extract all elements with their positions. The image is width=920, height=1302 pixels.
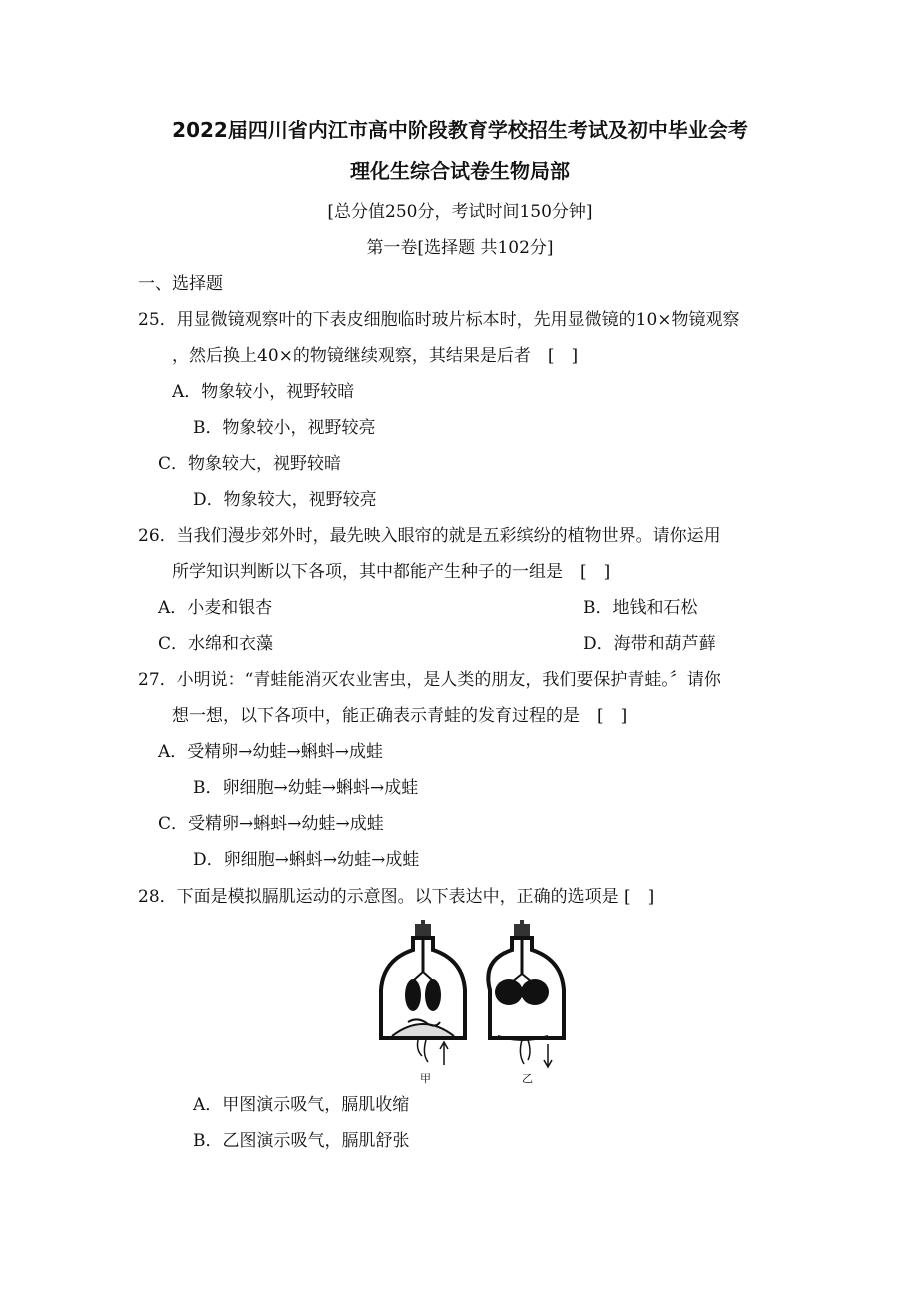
figure-label-left: 甲 (420, 1072, 431, 1085)
q28-option-b: B．乙图演示吸气，膈肌舒张 (193, 1131, 410, 1151)
q25-option-d: D．物象较大，视野较亮 (193, 490, 377, 510)
q26-option-b: B．地钱和石松 (583, 598, 698, 618)
figure-label-right: 乙 (522, 1072, 533, 1085)
q26-option-d: D．海带和葫芦藓 (583, 634, 716, 654)
q27-option-a: A．受精卵→幼蛙→蝌蚪→成蛙 (158, 742, 384, 762)
q25-stem-line-2: ，然后换上40×的物镜继续观察，其结果是后者 [ ] (172, 346, 579, 366)
q27-option-c: C．受精卵→蝌蚪→幼蛙→成蛙 (158, 814, 384, 834)
subtitle: [总分值250分，考试时间150分钟] (327, 202, 593, 222)
diaphragm-model-figure (378, 920, 578, 1092)
jar-left (380, 920, 467, 1065)
q25-option-a: A．物象较小，视野较暗 (172, 382, 355, 402)
title-line-1: 2022届四川省内江市高中阶段教育学校招生考试及初中毕业会考 (172, 118, 748, 142)
section-heading: 一、选择题 (138, 274, 223, 294)
q27-stem-line-2: 想一想，以下各项中，能正确表示青蛙的发育过程的是 [ ] (172, 706, 628, 726)
q28-option-a: A．甲图演示吸气，膈肌收缩 (193, 1095, 410, 1115)
q25-option-c: C．物象较大，视野较暗 (158, 454, 342, 474)
q27-option-d: D．卵细胞→蝌蚪→幼蛙→成蛙 (193, 850, 420, 870)
q26-stem-line-1: 26．当我们漫步郊外时，最先映入眼帘的就是五彩缤纷的植物世界。请你运用 (138, 526, 721, 546)
q26-stem-line-2: 所学知识判断以下各项，其中都能产生种子的一组是 [ ] (172, 562, 611, 582)
jar-right (488, 920, 566, 1067)
diaphragm-model-drawing (378, 920, 578, 1092)
q25-stem-line-1: 25．用显微镜观察叶的下表皮细胞临时玻片标本时，先用显微镜的10×物镜观察 (138, 310, 740, 330)
volume-heading: 第一卷[选择题 共102分] (366, 238, 554, 258)
title-line-2: 理化生综合试卷生物局部 (350, 159, 570, 183)
q26-option-a: A．小麦和银杏 (158, 598, 273, 618)
q28-stem-line-1: 28．下面是模拟膈肌运动的示意图。以下表达中，正确的选项是 [ ] (138, 887, 655, 907)
q27-stem-line-1: 27．小明说：“青蛙能消灭农业害虫，是人类的朋友，我们要保护青蛙。〞请你 (138, 670, 721, 690)
q26-option-c: C．水绵和衣藻 (158, 634, 274, 654)
q25-option-b: B．物象较小，视野较亮 (193, 418, 376, 438)
q27-option-b: B．卵细胞→幼蛙→蝌蚪→成蛙 (193, 778, 419, 798)
